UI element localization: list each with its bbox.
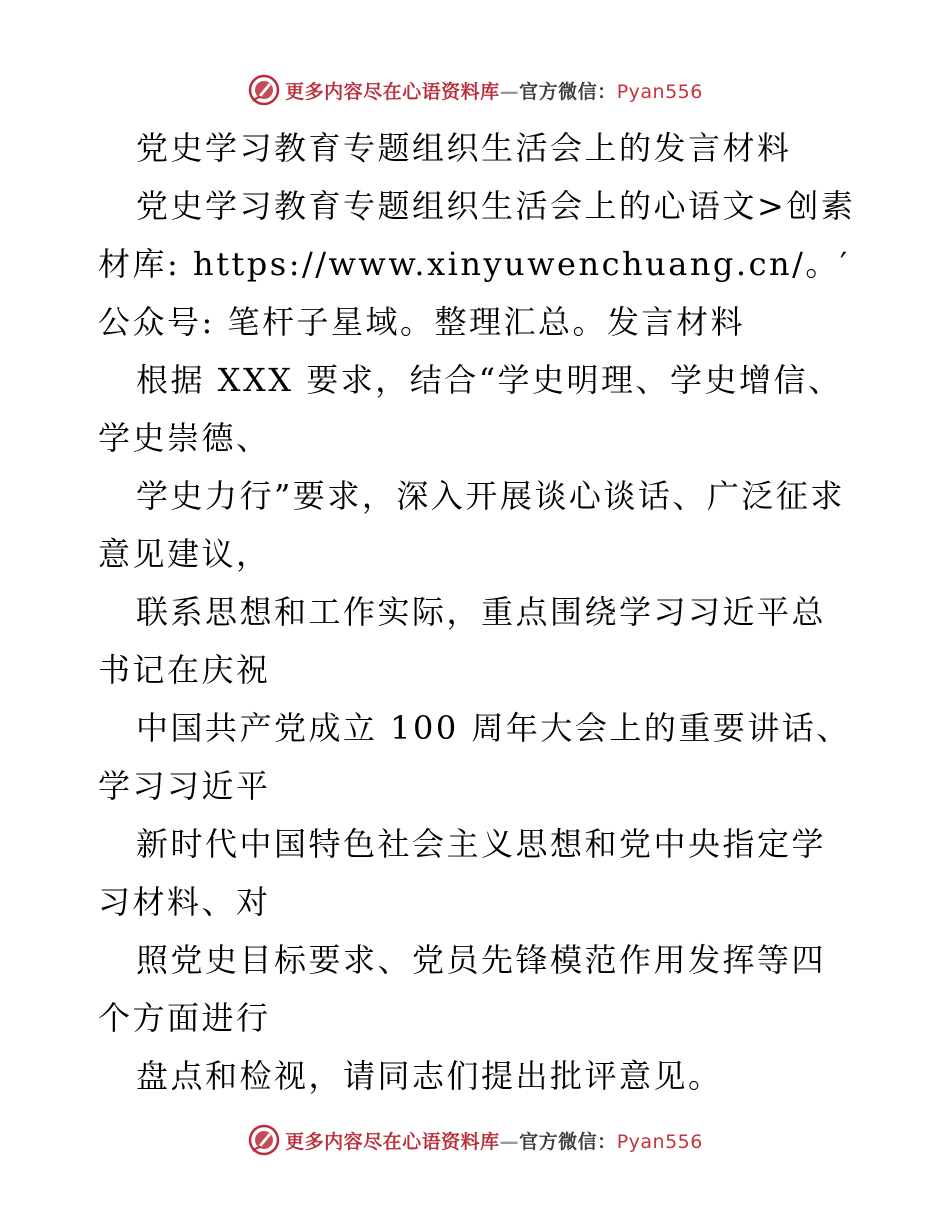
banner-separator: — <box>499 1130 520 1153</box>
banner-account-id: Pyan556 <box>616 80 703 103</box>
banner-text <box>285 77 703 104</box>
ink-pen-logo-icon <box>247 1123 281 1157</box>
paragraph: 联系思想和工作实际，重点围绕学习习近平总书记在庆祝 <box>98 593 827 689</box>
banner-account-label: 官方微信： <box>519 80 617 103</box>
footer-banner <box>0 1120 950 1160</box>
banner-brand: 更多内容尽在心语资料库 <box>285 80 500 103</box>
banner-brand: 更多内容尽在心语资料库 <box>285 1130 500 1153</box>
paragraph: 根据 XXX 要求，结合“学史明理、学史增信、学史崇德、 <box>98 361 843 457</box>
ink-pen-logo-icon <box>247 73 281 107</box>
header-banner <box>0 70 950 110</box>
paragraph: 中国共产党成立 100 周年大会上的重要讲话、学习习近平 <box>98 709 851 805</box>
paragraph: 照党史目标要求、党员先锋模范作用发挥等四个方面进行 <box>98 941 827 1037</box>
banner-account-id: Pyan556 <box>616 1130 703 1153</box>
document-body <box>98 119 858 1105</box>
paragraph: 新时代中国特色社会主义思想和党中央指定学习材料、对 <box>98 825 827 921</box>
banner-account-label: 官方微信： <box>519 1130 617 1153</box>
banner-separator: — <box>499 80 520 103</box>
document-title: 党史学习教育专题组织生活会上的发言材料 <box>136 129 792 167</box>
paragraph: 学史力行”要求，深入开展谈心谈话、广泛征求意见建议， <box>98 477 845 573</box>
paragraph: 盘点和检视，请同志们提出批评意见。 <box>136 1057 723 1095</box>
paragraph: 党史学习教育专题组织生活会上的心语文>创素材库: https://www.xinyuwenchuang.cn/。′公众号: 笔杆子星域。整理汇总。发言材料 <box>98 187 856 341</box>
banner-text <box>285 1127 703 1154</box>
